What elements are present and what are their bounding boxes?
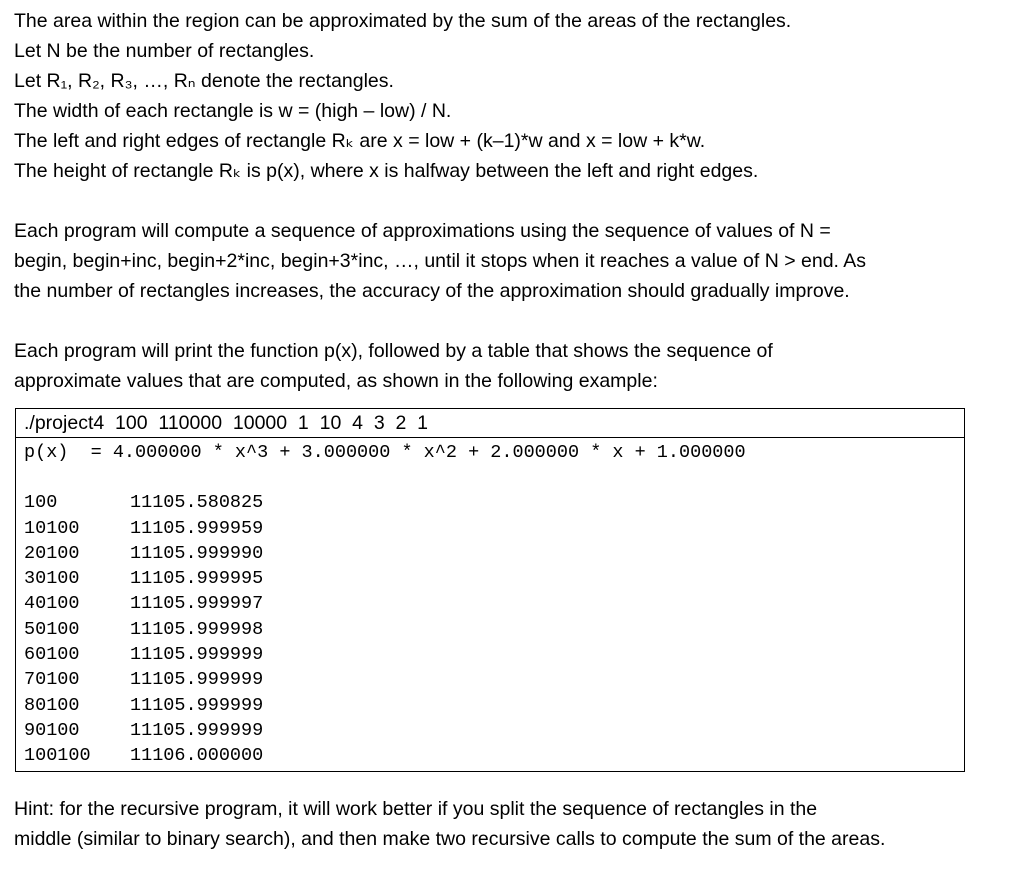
rectangle-count: 60100 <box>24 644 80 666</box>
approximation-value: 11105.999998 <box>130 618 264 640</box>
table-row <box>24 541 964 566</box>
print-line: Each program will print the function p(x), followed by a table that shows the sequence of <box>14 340 773 362</box>
assignment-document <box>14 6 1018 854</box>
blank-line <box>24 465 964 490</box>
approximation-value: 11105.999995 <box>130 568 264 590</box>
intro-line: The height of rectangle Rₖ is p(x), where x is halfway between the left and right edges. <box>14 160 759 182</box>
table-row <box>24 718 964 743</box>
approximation-value: 11106.000000 <box>130 745 264 767</box>
table-row <box>24 591 964 616</box>
sequence-line: the number of rectangles increases, the accuracy of the approximation should gradually improve. <box>14 280 850 302</box>
approximation-value: 11105.999999 <box>130 644 264 666</box>
approximation-value: 11105.999999 <box>130 694 264 716</box>
function-line: p(x) = 4.000000 * x^3 + 3.000000 * x^2 + 2.000000 * x + 1.000000 <box>24 442 746 463</box>
sequence-line: Each program will compute a sequence of approximations using the sequence of values of N = <box>14 220 831 242</box>
approximation-value: 11105.999999 <box>130 719 264 741</box>
table-row <box>24 667 964 692</box>
table-row <box>24 642 964 667</box>
paragraph-spacer <box>14 186 1018 216</box>
intro-line: Let N be the number of rectangles. <box>14 40 315 62</box>
rectangle-count: 20100 <box>24 542 80 564</box>
intro-line: The area within the region can be approximated by the sum of the areas of the rectangles. <box>14 10 792 32</box>
sequence-line: begin, begin+inc, begin+2*inc, begin+3*inc, …, until it stops when it reaches a value of N > end. As <box>14 250 867 272</box>
print-line: approximate values that are computed, as shown in the following example: <box>14 370 658 392</box>
approximation-value: 11105.580825 <box>130 492 264 514</box>
hint-line: middle (similar to binary search), and then make two recursive calls to compute the sum of the areas. <box>14 827 886 850</box>
approximation-value: 11105.999999 <box>130 669 264 691</box>
example-output-box <box>15 408 965 772</box>
approximation-value: 11105.999959 <box>130 517 264 539</box>
rectangle-count: 80100 <box>24 694 80 716</box>
rectangle-count: 40100 <box>24 593 80 615</box>
table-row <box>24 566 964 591</box>
intro-line: Let R₁, R₂, R₃, …, Rₙ denote the rectangles. <box>14 70 394 92</box>
table-row <box>24 516 964 541</box>
example-command: ./project4 100 110000 10000 1 10 4 3 2 1 <box>16 409 964 438</box>
intro-paragraph <box>14 6 1018 186</box>
rectangle-count: 10100 <box>24 517 80 539</box>
table-row <box>24 743 964 768</box>
hint-paragraph <box>14 794 1018 854</box>
example-output <box>16 438 964 771</box>
rectangle-count: 90100 <box>24 719 80 741</box>
rectangle-count: 100 <box>24 492 58 514</box>
sequence-paragraph <box>14 216 1018 306</box>
rectangle-count: 30100 <box>24 568 80 590</box>
results-table <box>24 490 964 768</box>
rectangle-count: 100100 <box>24 745 91 767</box>
table-row <box>24 490 964 515</box>
approximation-value: 11105.999997 <box>130 593 264 615</box>
hint-line: Hint: for the recursive program, it will work better if you split the sequence of rectangles in the <box>14 797 818 820</box>
rectangle-count: 70100 <box>24 669 80 691</box>
intro-line: The width of each rectangle is w = (high – low) / N. <box>14 100 452 122</box>
intro-line: The left and right edges of rectangle Rₖ are x = low + (k–1)*w and x = low + k*w. <box>14 130 706 152</box>
rectangle-count: 50100 <box>24 618 80 640</box>
table-row <box>24 693 964 718</box>
paragraph-spacer <box>14 306 1018 336</box>
approximation-value: 11105.999990 <box>130 542 264 564</box>
print-paragraph <box>14 336 1018 396</box>
table-row <box>24 617 964 642</box>
